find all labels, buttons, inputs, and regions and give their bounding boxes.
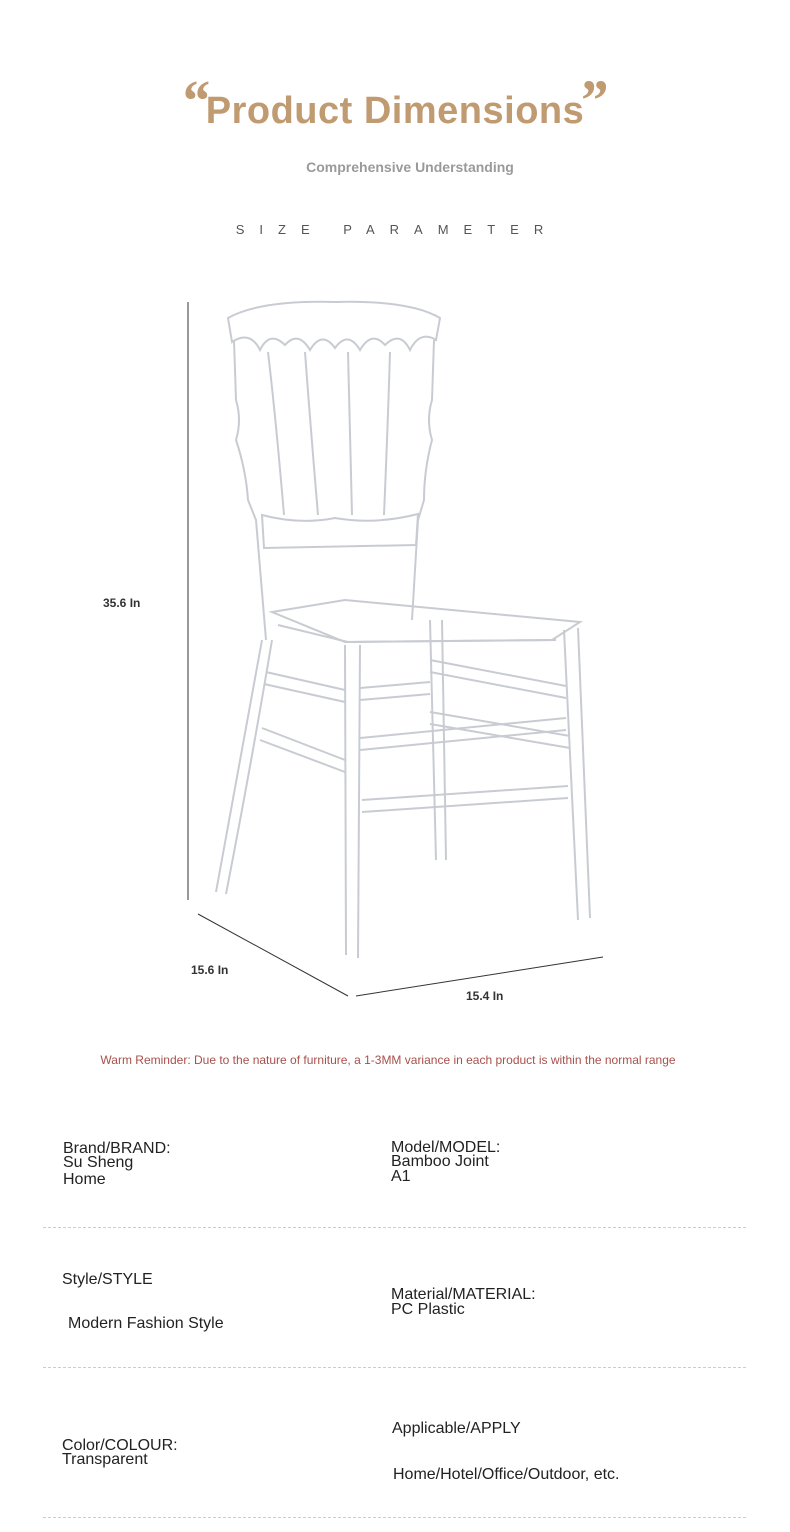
depth-dimension-label: 15.6 In	[191, 963, 229, 977]
chair-illustration	[0, 290, 790, 1010]
style-label: Style/STYLE	[62, 1271, 153, 1288]
brand-label: Brand/BRAND:	[63, 1140, 171, 1157]
brand-value-line2: Home	[63, 1171, 106, 1188]
open-quote-mark: “	[180, 68, 209, 133]
height-dimension-label: 35.6 In	[103, 596, 141, 610]
color-label: Color/COLOUR:	[62, 1437, 178, 1454]
brand-value-line1: Su Sheng	[63, 1154, 134, 1171]
page-title: Product Dimensions	[205, 90, 585, 132]
apply-label: Applicable/APPLY	[392, 1420, 521, 1437]
model-value-line1: Bamboo Joint	[391, 1153, 489, 1170]
spec-divider-2	[43, 1367, 746, 1368]
depth-dimension-line	[198, 914, 348, 996]
close-quote-mark: ”	[578, 68, 607, 133]
style-value: Modern Fashion Style	[68, 1315, 224, 1332]
model-value-line2: A1	[391, 1168, 411, 1185]
spec-divider-3	[43, 1517, 746, 1518]
warm-reminder-text: Warm Reminder: Due to the nature of furniture, a 1-3MM variance in each product is within the normal range	[100, 1053, 676, 1067]
color-value: Transparent	[62, 1451, 148, 1468]
apply-value: Home/Hotel/Office/Outdoor, etc.	[393, 1466, 620, 1483]
material-label: Material/MATERIAL:	[391, 1286, 536, 1303]
page-subtitle: Comprehensive Understanding	[306, 159, 514, 175]
material-value: PC Plastic	[391, 1301, 465, 1318]
model-label: Model/MODEL:	[391, 1139, 501, 1156]
chair-outline	[216, 302, 590, 958]
width-dimension-label: 15.4 In	[466, 989, 504, 1003]
size-parameter-heading: SIZE PARAMETER	[235, 222, 559, 237]
spec-divider-1	[43, 1227, 746, 1228]
